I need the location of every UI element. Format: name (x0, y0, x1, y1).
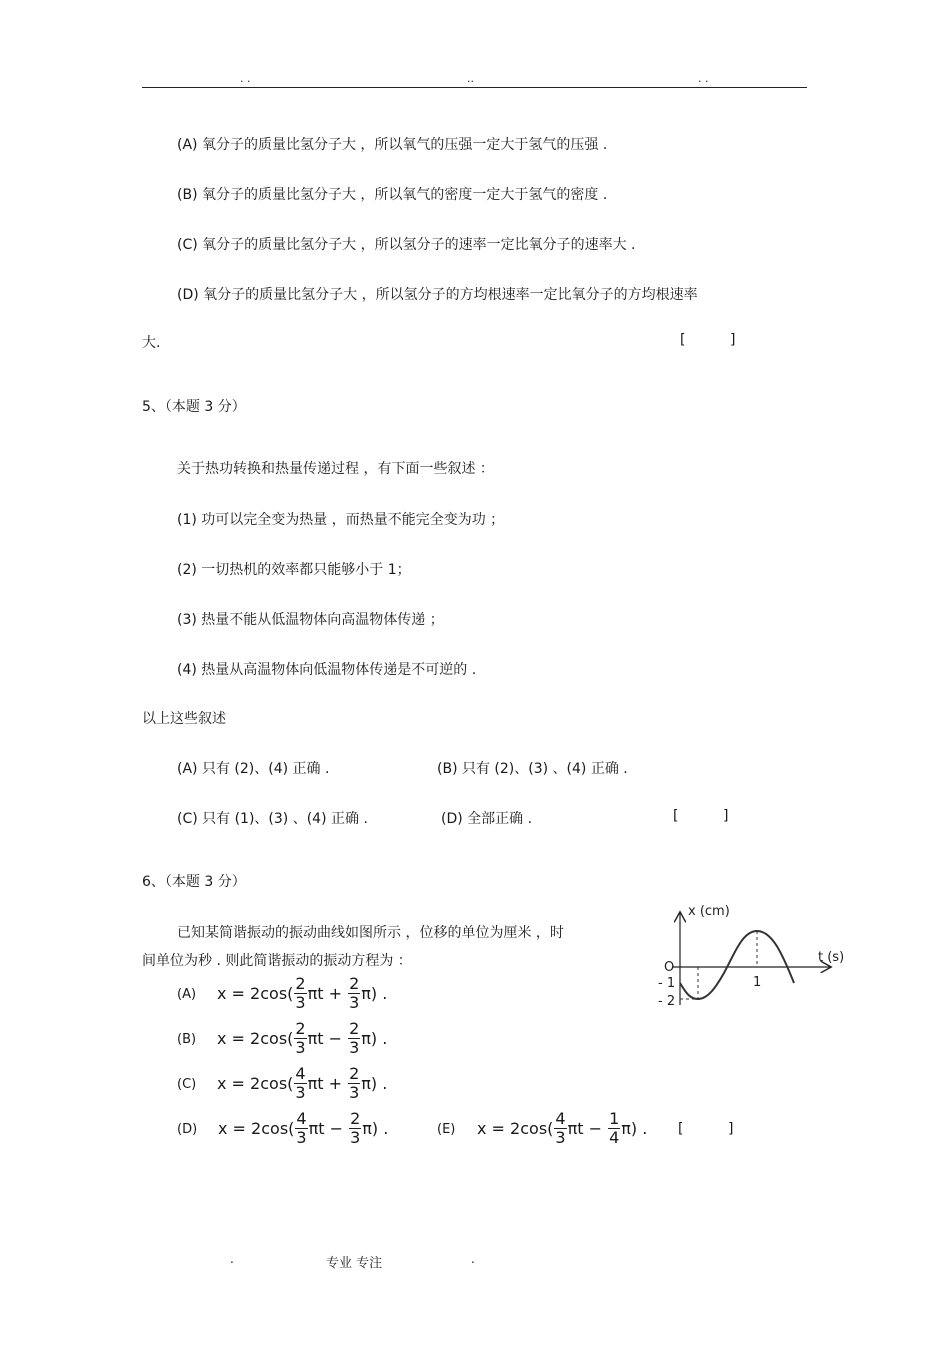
header-rule (142, 87, 807, 88)
q5-summary: 以上这些叙述 (142, 711, 226, 727)
q5-heading: 5、（本题 3 分） (142, 399, 246, 415)
footer-text: 专业 专注 (326, 1256, 383, 1271)
q6-option-e-label: (E) (437, 1122, 456, 1137)
q6-option-a-label: (A) (177, 987, 197, 1002)
q5-option-c: (C) 只有 (1)、(3) 、(4) 正确 . (177, 811, 368, 827)
q5-option-a: (A) 只有 (2)、(4) 正确 . (177, 761, 330, 777)
footer-dot-right: . (471, 1252, 475, 1266)
footer-dot-left: . (230, 1252, 234, 1266)
q4-option-b: (B) 氧分子的质量比氢分子大 ，所以氧气的密度一定大于氢气的密度 . (177, 187, 608, 203)
q4-option-d: (D) 氧分子的质量比氢分子大 ，所以氢分子的方均根速率一定比氧分子的方均根速率 (177, 287, 698, 303)
q5-statement-3: (3) 热量不能从低温物体向高温物体传递 ； (177, 612, 444, 628)
q5-option-d: (D) 全部正确 . (441, 811, 533, 827)
q6-heading: 6、（本题 3 分） (142, 874, 246, 890)
q6-stem-line1: 已知某简谐振动的振动曲线如图所示 ，位移的单位为厘米 ，时 (177, 925, 564, 941)
q6-stem-line2: 间单位为秒 . 则此简谐振动的振动方程为 ： (142, 953, 412, 969)
q5-answer-bracket[interactable]: [ ] (673, 808, 729, 824)
x-axis-label: t (s) (818, 950, 845, 965)
q6-option-d-formula: x = 2cos( $\frac{4}{3}$ πt − $\frac{2}{3}$ π) . (218, 1109, 389, 1147)
origin-label: O (664, 960, 675, 975)
q6-option-c-formula: x = 2cos( $\frac{4}{3}$ πt + $\frac{2}{3}$ π) . (217, 1064, 388, 1102)
q5-intro: 关于热功转换和热量传递过程 ，有下面一些叙述 ： (177, 461, 494, 477)
q4-answer-bracket[interactable]: [ ] (680, 332, 736, 348)
header-dots-left: . . (240, 72, 251, 85)
q5-statement-4: (4) 热量从高温物体向低温物体传递是不可逆的 . (177, 662, 477, 678)
q6-option-c-label: (C) (177, 1077, 197, 1092)
y-axis-label: x (cm) (688, 904, 730, 919)
header-dots-mid: .. (467, 72, 474, 85)
q6-option-e-formula: x = 2cos( $\frac{4}{3}$ πt − $\frac{1}{4}$ π) . (477, 1109, 648, 1147)
q5-option-b: (B) 只有 (2)、(3) 、(4) 正确 . (437, 761, 628, 777)
vibration-graph (650, 895, 860, 1015)
q4-continuation: 大. (142, 335, 161, 351)
q6-option-b-label: (B) (177, 1032, 197, 1047)
q4-option-c: (C) 氧分子的质量比氢分子大 ，所以氢分子的速率一定比氧分子的速率大 . (177, 237, 636, 253)
q6-option-a-formula: x = 2cos( $\frac{2}{3}$ πt + $\frac{2}{3}$ π) . (217, 974, 388, 1012)
q5-statement-2: (2) 一切热机的效率都只能够小于 1； (177, 562, 411, 578)
q6-option-d-label: (D) (177, 1122, 198, 1137)
q5-statement-1: (1) 功可以完全变为热量 ，而热量不能完全变为功 ； (177, 512, 505, 528)
q6-option-b-formula: x = 2cos( $\frac{2}{3}$ πt − $\frac{2}{3}$ π) . (217, 1019, 388, 1057)
q4-option-a: (A) 氧分子的质量比氢分子大 ，所以氧气的压强一定大于氢气的压强 . (177, 137, 608, 153)
tick-neg2-label: - 2 (658, 994, 676, 1009)
header-dots-right: . . (698, 72, 709, 85)
q6-answer-bracket[interactable]: [ ] (678, 1121, 734, 1137)
tick-x1-label: 1 (753, 975, 762, 990)
vibration-curve (680, 931, 794, 999)
tick-neg1-label: - 1 (658, 976, 676, 991)
